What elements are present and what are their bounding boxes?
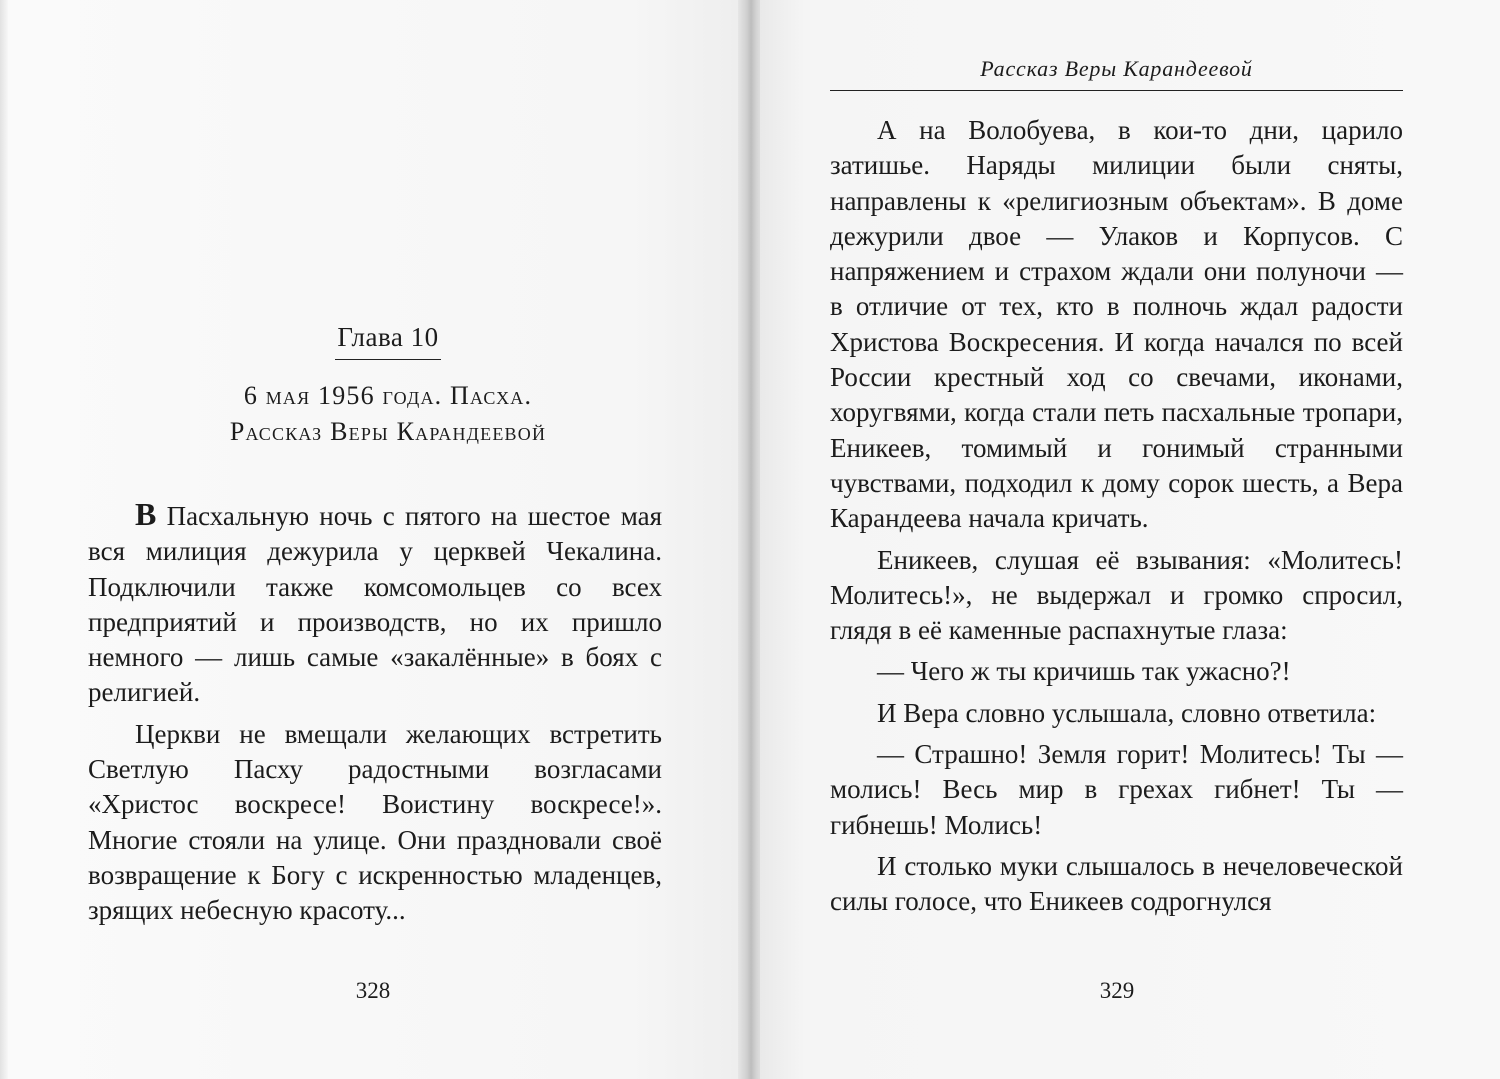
left-page bbox=[0, 0, 740, 1079]
page-number-right: 329 bbox=[1099, 978, 1135, 1003]
page-number-left: 328 bbox=[355, 978, 391, 1003]
paragraph-text: Церкви не вмещали желающих встретить Светлую Пасху радостными возгласами «Христос воскресе! Воистину воскресе!». Многие стояли на улице. Они праздновали своё возвращение к Богу с искренностью младенцев, зрящих небесную красоту... bbox=[88, 718, 662, 926]
chapter-title-line-1: 6 мая 1956 года. Пасха. bbox=[243, 381, 533, 410]
paragraph: Еникеев, слушая её взывания: «Молитесь! Молитесь!», не выдержал и громко спросил, глядя в её каменные распахнутые глаза: bbox=[830, 544, 1403, 646]
paragraph: И Вера словно услышала, словно ответила: bbox=[877, 697, 1377, 728]
paragraph-text: Пасхальную ночь с пятого на шестое мая вся милиция дежурила у церквей Чекалина. Подключили также комсомольцев со всех предприятий и производств, но их пришло немного — лишь самые «закалённые» в боях с религией. bbox=[88, 501, 662, 708]
paragraph: — Страшно! Земля горит! Молитесь! Ты — молись! Весь мир в грехах гибнет! Ты — гибнешь! Молись! bbox=[830, 739, 1403, 840]
paragraph bbox=[88, 717, 662, 929]
chapter-title-line-2: Рассказ Веры Карандеевой bbox=[229, 417, 547, 446]
paragraph: — Чего ж ты кричишь так ужасно?! bbox=[877, 656, 1291, 687]
paragraph: А на Волобуева, в кои-то дни, царило затишье. Наряды милиции были сняты, направлены к «религиозным объектам». В доме дежурили двое — Улаков и Корпусов. С напряжением и страхом ждали они полуночи — в отличие от тех, кто в полночь ждал радости Христова Воскресения. И когда начался по всей России крестный ход со свечами, иконами, хоругвями, когда стали петь пасхальные тропари, Еникеев, томимый и гонимый странными чувствами, подходил к дому сорок шесть, а Вера Карандеева начала кричать. bbox=[830, 115, 1403, 534]
chapter-title bbox=[110, 378, 666, 450]
chapter-label: Глава 10 bbox=[335, 322, 440, 360]
paragraph: И столько муки слышалось в нечеловеческой силы голосе, что Еникеев содрогнулся bbox=[830, 850, 1403, 917]
right-page-body bbox=[830, 113, 1403, 926]
left-page-edge bbox=[0, 0, 8, 1079]
running-head: Рассказ Веры Карандеевой bbox=[830, 56, 1403, 91]
left-page-body bbox=[88, 497, 662, 935]
drop-cap: В bbox=[135, 496, 157, 532]
chapter-heading bbox=[110, 322, 666, 450]
paragraph bbox=[88, 497, 662, 711]
